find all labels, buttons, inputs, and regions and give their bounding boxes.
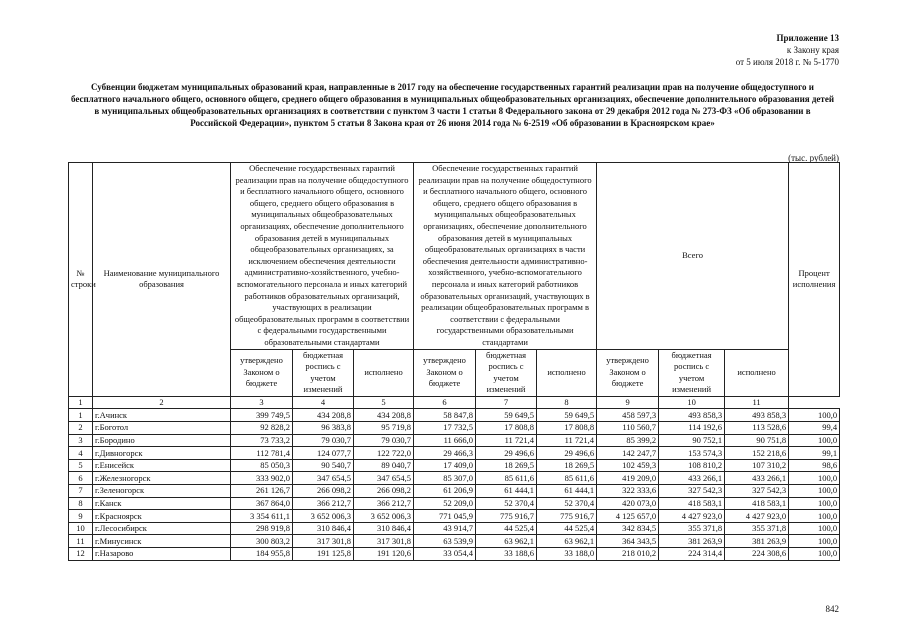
- value-cell: 59 649,5: [537, 409, 597, 422]
- value-cell: 381 263,9: [725, 535, 789, 548]
- municipality-name: г.Железногорск: [93, 472, 231, 485]
- value-cell: 434 208,8: [293, 409, 354, 422]
- header-name: Наименование муниципального образования: [93, 163, 231, 397]
- value-cell: 347 654,5: [293, 472, 354, 485]
- municipality-name: г.Боготол: [93, 422, 231, 435]
- column-number: 7: [476, 396, 537, 409]
- value-cell: 364 343,5: [597, 535, 659, 548]
- value-cell: 300 803,2: [231, 535, 293, 548]
- value-cell: 85 611,6: [537, 472, 597, 485]
- value-cell: 771 045,9: [414, 510, 476, 523]
- value-cell: 347 654,5: [354, 472, 414, 485]
- value-cell: 124 077,7: [293, 447, 354, 460]
- table-row: [69, 535, 840, 548]
- column-number: 2: [93, 396, 231, 409]
- row-number: 1: [69, 409, 93, 422]
- table-row: [69, 459, 840, 472]
- value-cell: 52 370,4: [476, 497, 537, 510]
- value-cell: 399 749,5: [231, 409, 293, 422]
- value-cell: 63 962,1: [476, 535, 537, 548]
- value-cell: 44 525,4: [537, 522, 597, 535]
- value-cell: 418 583,1: [725, 497, 789, 510]
- header-executed: исполнено: [725, 349, 789, 396]
- table-row: [69, 434, 840, 447]
- value-cell: 355 371,8: [725, 522, 789, 535]
- table-body: [69, 396, 840, 560]
- value-cell: 433 266,1: [725, 472, 789, 485]
- value-cell: 17 808,8: [476, 422, 537, 435]
- table-row: [69, 447, 840, 460]
- value-cell: 33 188,6: [476, 548, 537, 561]
- value-cell: 266 098,2: [293, 485, 354, 498]
- table-row: [69, 522, 840, 535]
- value-cell: 100,0: [789, 434, 840, 447]
- header-approved: утверждено Законом о бюджете: [414, 349, 476, 396]
- value-cell: 107 310,2: [725, 459, 789, 472]
- value-cell: 366 212,7: [354, 497, 414, 510]
- value-cell: 99,4: [789, 422, 840, 435]
- municipality-name: г.Канск: [93, 497, 231, 510]
- column-number: 10: [659, 396, 725, 409]
- value-cell: 100,0: [789, 472, 840, 485]
- row-number: 2: [69, 422, 93, 435]
- row-number: 8: [69, 497, 93, 510]
- value-cell: 342 834,5: [597, 522, 659, 535]
- value-cell: 191 125,8: [293, 548, 354, 561]
- value-cell: 152 218,6: [725, 447, 789, 460]
- column-numbers-row: [69, 396, 840, 409]
- municipality-name: г.Минусинск: [93, 535, 231, 548]
- subsidies-table: [68, 162, 840, 561]
- header-approved: утверждено Законом о бюджете: [231, 349, 293, 396]
- value-cell: 381 263,9: [659, 535, 725, 548]
- value-cell: 224 314,4: [659, 548, 725, 561]
- value-cell: 98,6: [789, 459, 840, 472]
- value-cell: 191 120,6: [354, 548, 414, 561]
- header-approved: утверждено Законом о бюджете: [597, 349, 659, 396]
- municipality-name: г.Зеленогорск: [93, 485, 231, 498]
- value-cell: 17 732,5: [414, 422, 476, 435]
- value-cell: 310 846,4: [354, 522, 414, 535]
- value-cell: 43 914,7: [414, 522, 476, 535]
- value-cell: 79 030,7: [354, 434, 414, 447]
- column-number: 8: [537, 396, 597, 409]
- row-number: 5: [69, 459, 93, 472]
- value-cell: 367 864,0: [231, 497, 293, 510]
- page-number: 842: [825, 604, 839, 614]
- value-cell: 122 722,0: [354, 447, 414, 460]
- row-number: 9: [69, 510, 93, 523]
- value-cell: 4 427 923,0: [659, 510, 725, 523]
- value-cell: 100,0: [789, 535, 840, 548]
- column-number: 11: [725, 396, 789, 409]
- municipality-name: г.Енисейск: [93, 459, 231, 472]
- value-cell: 333 902,0: [231, 472, 293, 485]
- value-cell: 96 383,8: [293, 422, 354, 435]
- appendix-date: от 5 июля 2018 г. № 5-1770: [735, 57, 839, 67]
- value-cell: 100,0: [789, 548, 840, 561]
- value-cell: 317 301,8: [293, 535, 354, 548]
- value-cell: 100,0: [789, 522, 840, 535]
- value-cell: 322 333,6: [597, 485, 659, 498]
- column-number: 9: [597, 396, 659, 409]
- value-cell: 29 466,3: [414, 447, 476, 460]
- value-cell: 92 828,2: [231, 422, 293, 435]
- value-cell: 102 459,3: [597, 459, 659, 472]
- value-cell: 434 208,8: [354, 409, 414, 422]
- value-cell: 85 611,6: [476, 472, 537, 485]
- value-cell: 11 721,4: [537, 434, 597, 447]
- value-cell: 420 073,0: [597, 497, 659, 510]
- value-cell: 61 206,9: [414, 485, 476, 498]
- value-cell: 261 126,7: [231, 485, 293, 498]
- value-cell: 114 192,6: [659, 422, 725, 435]
- municipality-name: г.Дивногорск: [93, 447, 231, 460]
- value-cell: 218 010,2: [597, 548, 659, 561]
- value-cell: 33 054,4: [414, 548, 476, 561]
- municipality-name: г.Ачинск: [93, 409, 231, 422]
- value-cell: 142 247,7: [597, 447, 659, 460]
- header-group-1: Обеспечение государственных гарантий реализации прав на получение общедоступного и бесплатного начального общего, основного общего, среднего общего образования в муниципальных общеобразовательных организациях, обеспечение дополнительного образования детей в муниципальных общеобразовательных организациях, за исключением обеспечения деятельности административно-хозяйственного, учебно-вспомогательного персонала и иных категорий работников образовательных организаций, участвующих в реализации общеобразовательных программ в соответствии с федеральными государственными образовательными стандартами: [231, 163, 414, 350]
- value-cell: 327 542,3: [659, 485, 725, 498]
- header-percent: Процент исполнения: [789, 163, 840, 397]
- column-number: 5: [354, 396, 414, 409]
- value-cell: 100,0: [789, 510, 840, 523]
- row-number: 4: [69, 447, 93, 460]
- header-budget-list: бюджетная роспись с учетом изменений: [659, 349, 725, 396]
- value-cell: 52 370,4: [537, 497, 597, 510]
- value-cell: 59 649,5: [476, 409, 537, 422]
- municipality-name: г.Лесосибирск: [93, 522, 231, 535]
- value-cell: 112 781,4: [231, 447, 293, 460]
- value-cell: 3 652 006,3: [354, 510, 414, 523]
- value-cell: 90 751,8: [725, 434, 789, 447]
- table-row: [69, 472, 840, 485]
- appendix-number: Приложение 13: [776, 33, 839, 43]
- column-number: 4: [293, 396, 354, 409]
- value-cell: 29 496,6: [537, 447, 597, 460]
- value-cell: 61 444,1: [476, 485, 537, 498]
- value-cell: 4 427 923,0: [725, 510, 789, 523]
- value-cell: 85 050,3: [231, 459, 293, 472]
- value-cell: 95 719,8: [354, 422, 414, 435]
- value-cell: 366 212,7: [293, 497, 354, 510]
- document-title: Субвенции бюджетам муниципальных образований края, направленные в 2017 году на обеспечение государственных гарантий реализации прав на получение общедоступного и бесплатного начального общего, основного общего, среднего общего образования в муниципальных общеобразовательных организациях, обеспечение дополнительного образования детей в муниципальных общеобразовательных организациях в соответствии с пунктом 3 части 1 статьи 8 Федерального закона от 29 декабря 2012 года № 273-ФЗ «Об образовании в Российской Федерации», пунктом 5 статьи 8 Закона края от 26 июня 2014 года № 6-2519 «Об образовании в Красноярском крае»: [70, 82, 835, 128]
- value-cell: 100,0: [789, 485, 840, 498]
- value-cell: 310 846,4: [293, 522, 354, 535]
- header-executed: исполнено: [354, 349, 414, 396]
- table-row: [69, 422, 840, 435]
- row-number: 12: [69, 548, 93, 561]
- value-cell: 110 560,7: [597, 422, 659, 435]
- value-cell: 317 301,8: [354, 535, 414, 548]
- value-cell: 90 540,7: [293, 459, 354, 472]
- value-cell: 73 733,2: [231, 434, 293, 447]
- value-cell: 493 858,3: [725, 409, 789, 422]
- value-cell: 224 308,6: [725, 548, 789, 561]
- value-cell: 433 266,1: [659, 472, 725, 485]
- row-number: 10: [69, 522, 93, 535]
- table-row: [69, 409, 840, 422]
- table-row: [69, 485, 840, 498]
- value-cell: 298 919,8: [231, 522, 293, 535]
- units-label: (тыс. рублей): [788, 153, 839, 163]
- value-cell: 3 652 006,3: [293, 510, 354, 523]
- value-cell: 85 307,0: [414, 472, 476, 485]
- header-group-2: Обеспечение государственных гарантий реализации прав на получение общедоступного и бесплатного начального общего, основного общего, среднего общего образования в муниципальных общеобразовательных организациях, обеспечение дополнительного образования детей в муниципальных общеобразовательных организациях в части обеспечения деятельности административно-хозяйственного, учебно-вспомогательного персонала и иных категорий работников образовательных организаций, участвующих в реализации общеобразовательных программ в соответствии с федеральными государственными образовательными стандартами: [414, 163, 597, 350]
- value-cell: 29 496,6: [476, 447, 537, 460]
- row-number: 6: [69, 472, 93, 485]
- column-number: 1: [69, 396, 93, 409]
- municipality-name: г.Красноярск: [93, 510, 231, 523]
- header-total: Всего: [597, 163, 789, 350]
- appendix-law: к Закону края: [786, 45, 839, 55]
- value-cell: 79 030,7: [293, 434, 354, 447]
- value-cell: 113 528,6: [725, 422, 789, 435]
- value-cell: 58 847,8: [414, 409, 476, 422]
- value-cell: 17 808,8: [537, 422, 597, 435]
- header-row-no: № строки: [69, 163, 93, 397]
- value-cell: 355 371,8: [659, 522, 725, 535]
- value-cell: 418 583,1: [659, 497, 725, 510]
- value-cell: 3 354 611,1: [231, 510, 293, 523]
- value-cell: 18 269,5: [476, 459, 537, 472]
- value-cell: 775 916,7: [537, 510, 597, 523]
- table-row: [69, 497, 840, 510]
- value-cell: 4 125 657,0: [597, 510, 659, 523]
- column-number: 6: [414, 396, 476, 409]
- value-cell: 61 444,1: [537, 485, 597, 498]
- row-number: 7: [69, 485, 93, 498]
- value-cell: 493 858,3: [659, 409, 725, 422]
- municipality-name: г.Назарово: [93, 548, 231, 561]
- value-cell: 184 955,8: [231, 548, 293, 561]
- value-cell: 11 721,4: [476, 434, 537, 447]
- header-executed: исполнено: [537, 349, 597, 396]
- value-cell: 18 269,5: [537, 459, 597, 472]
- value-cell: 89 040,7: [354, 459, 414, 472]
- value-cell: 99,1: [789, 447, 840, 460]
- value-cell: 85 399,2: [597, 434, 659, 447]
- row-number: 11: [69, 535, 93, 548]
- row-number: 3: [69, 434, 93, 447]
- appendix-reference: [736, 32, 839, 68]
- value-cell: 90 752,1: [659, 434, 725, 447]
- value-cell: 100,0: [789, 497, 840, 510]
- value-cell: 63 539,9: [414, 535, 476, 548]
- municipality-name: г.Бородино: [93, 434, 231, 447]
- header-budget-list: бюджетная роспись с учетом изменений: [293, 349, 354, 396]
- value-cell: 458 597,3: [597, 409, 659, 422]
- value-cell: 419 209,0: [597, 472, 659, 485]
- value-cell: 52 209,0: [414, 497, 476, 510]
- header-budget-list: бюджетная роспись с учетом изменений: [476, 349, 537, 396]
- value-cell: 775 916,7: [476, 510, 537, 523]
- value-cell: 11 666,0: [414, 434, 476, 447]
- value-cell: 266 098,2: [354, 485, 414, 498]
- value-cell: 108 810,2: [659, 459, 725, 472]
- value-cell: 63 962,1: [537, 535, 597, 548]
- table-row: [69, 548, 840, 561]
- value-cell: 327 542,3: [725, 485, 789, 498]
- table-row: [69, 510, 840, 523]
- value-cell: 100,0: [789, 409, 840, 422]
- column-number: 3: [231, 396, 293, 409]
- value-cell: 44 525,4: [476, 522, 537, 535]
- value-cell: 153 574,3: [659, 447, 725, 460]
- value-cell: 33 188,0: [537, 548, 597, 561]
- value-cell: 17 409,0: [414, 459, 476, 472]
